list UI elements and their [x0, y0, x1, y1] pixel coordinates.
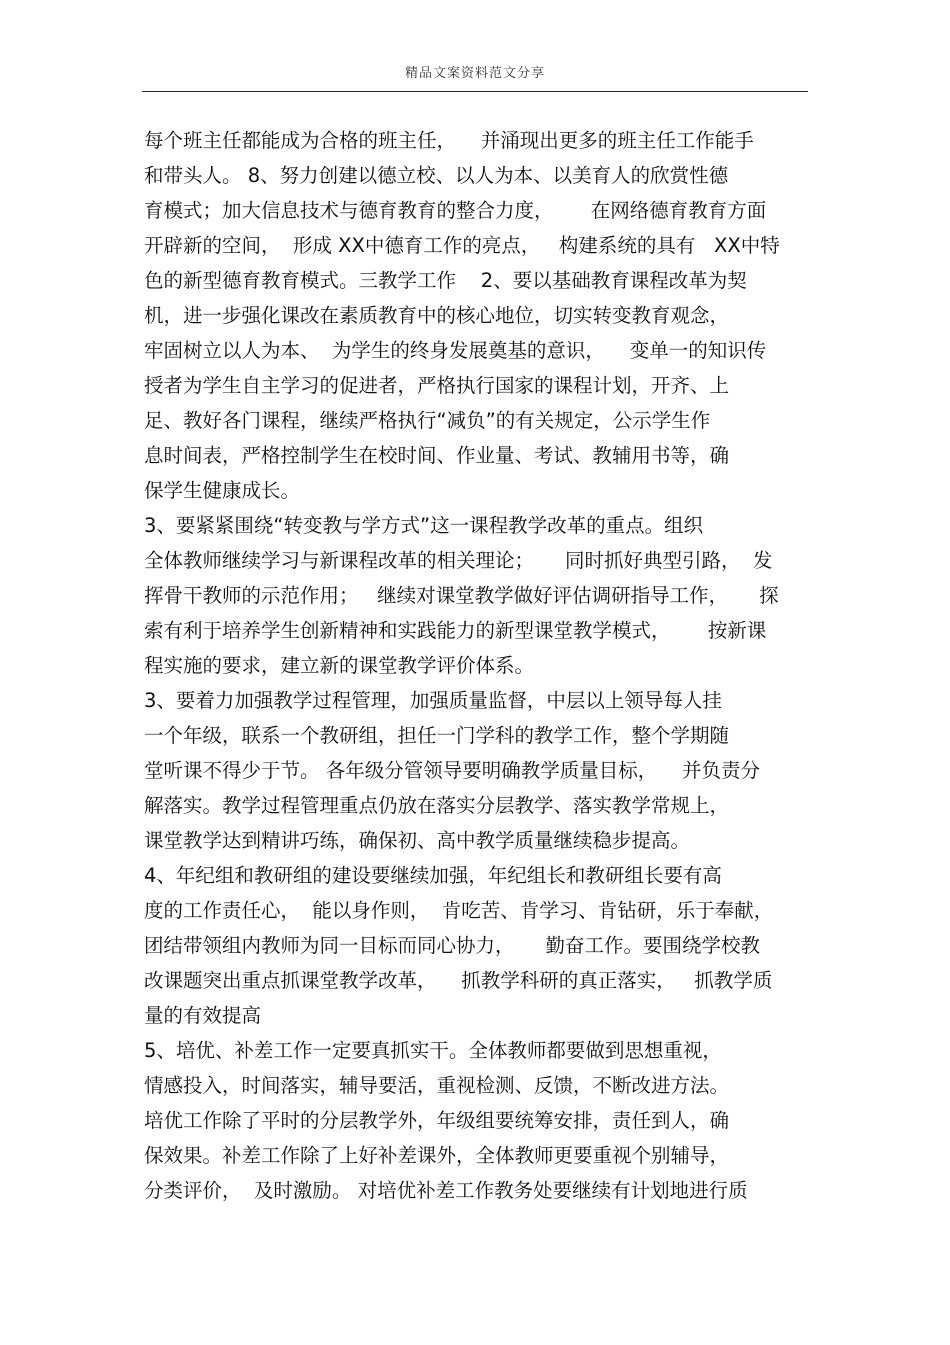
text-line: 色的新型德育教育模式。三教学工作 2、要以基础教育课程改革为契: [144, 269, 747, 292]
text-line: 一个年级，联系一个教研组，担任一门学科的教学工作，整个学期随: [144, 724, 730, 747]
text-line: 量的有效提高: [144, 1004, 262, 1027]
page-header: 精品文案资料范文分享: [404, 66, 545, 81]
text-line: 解落实。教学过程管理重点仍放在落实分层教学、落实教学常规上，: [144, 794, 730, 817]
text-line: 机，进一步强化课改在素质教育中的核心地位，切实转变教育观念，: [144, 304, 730, 327]
text-line: 授者为学生自主学习的促进者，严格执行国家的课程计划，开齐、上: [144, 374, 730, 397]
text-line: 开辟新的空间， 形成 XX中德育工作的亮点， 构建系统的具有 XX中特: [144, 234, 780, 257]
text-line: 4、年纪组和教研组的建设要继续加强，年纪组长和教研组长要有高: [144, 864, 722, 887]
header-divider: [142, 91, 808, 92]
text-line: 保学生健康成长。: [144, 479, 301, 502]
text-line: 3、要着力加强教学过程管理，加强质量监督，中层以上领导每人挂: [144, 689, 722, 712]
text-line: 牢固树立以人为本、 为学生的终身发展奠基的意识， 变单一的知识传: [144, 339, 767, 362]
text-line: 挥骨干教师的示范作用； 继续对课堂教学做好评估调研指导工作， 探: [144, 584, 779, 607]
text-line: 每个班主任都能成为合格的班主任， 并涌现出更多的班主任工作能手: [144, 129, 754, 152]
text-line: 保效果。补差工作除了上好补差课外，全体教师更要重视个别辅导，: [144, 1144, 730, 1167]
text-line: 情感投入，时间落实，辅导要活，重视检测、反馈，不断改进方法。: [144, 1074, 730, 1097]
text-line: 足、教好各门课程，继续严格执行“减负”的有关规定，公示学生作: [144, 409, 711, 432]
text-line: 堂听课不得少于节。 各年级分管领导要明确教学质量目标， 并负责分: [144, 759, 760, 782]
text-line: 改课题突出重点抓课堂教学改革， 抓教学科研的真正落实， 抓教学质: [144, 969, 773, 992]
text-line: 3、要紧紧围绕“转变教与学方式”这一课程教学改革的重点。组织: [144, 514, 704, 537]
text-line: 课堂教学达到精讲巧练，确保初、高中教学质量继续稳步提高。: [144, 829, 691, 852]
text-line: 全体教师继续学习与新课程改革的相关理论； 同时抓好典型引路， 发: [144, 549, 773, 572]
text-line: 分类评价， 及时激励。 对培优补差工作教务处要继续有计划地进行质: [144, 1179, 748, 1202]
text-line: 5、培优、补差工作一定要真抓实干。全体教师都要做到思想重视，: [144, 1039, 722, 1062]
text-line: 度的工作责任心， 能以身作则， 肯吃苦、肯学习、肯钻研，乐于奉献，: [144, 899, 774, 922]
text-line: 培优工作除了平时的分层教学外，年级组要统筹安排，责任到人，确: [144, 1109, 730, 1132]
text-line: 和带头人。 8、努力创建以德立校、以人为本、以美育人的欣赏性德: [144, 164, 729, 187]
text-line: 团结带领组内教师为同一目标而同心协力， 勤奋工作。要围绕学校教: [144, 934, 760, 957]
body-text: [144, 123, 824, 1208]
text-line: 育模式；加大信息技术与德育教育的整合力度， 在网络德育教育方面: [144, 199, 767, 222]
text-line: 程实施的要求，建立新的课堂教学评价体系。: [144, 654, 535, 677]
text-line: 息时间表，严格控制学生在校时间、作业量、考试、教辅用书等，确: [144, 444, 730, 467]
text-line: 索有利于培养学生创新精神和实践能力的新型课堂教学模式， 按新课: [144, 619, 767, 642]
